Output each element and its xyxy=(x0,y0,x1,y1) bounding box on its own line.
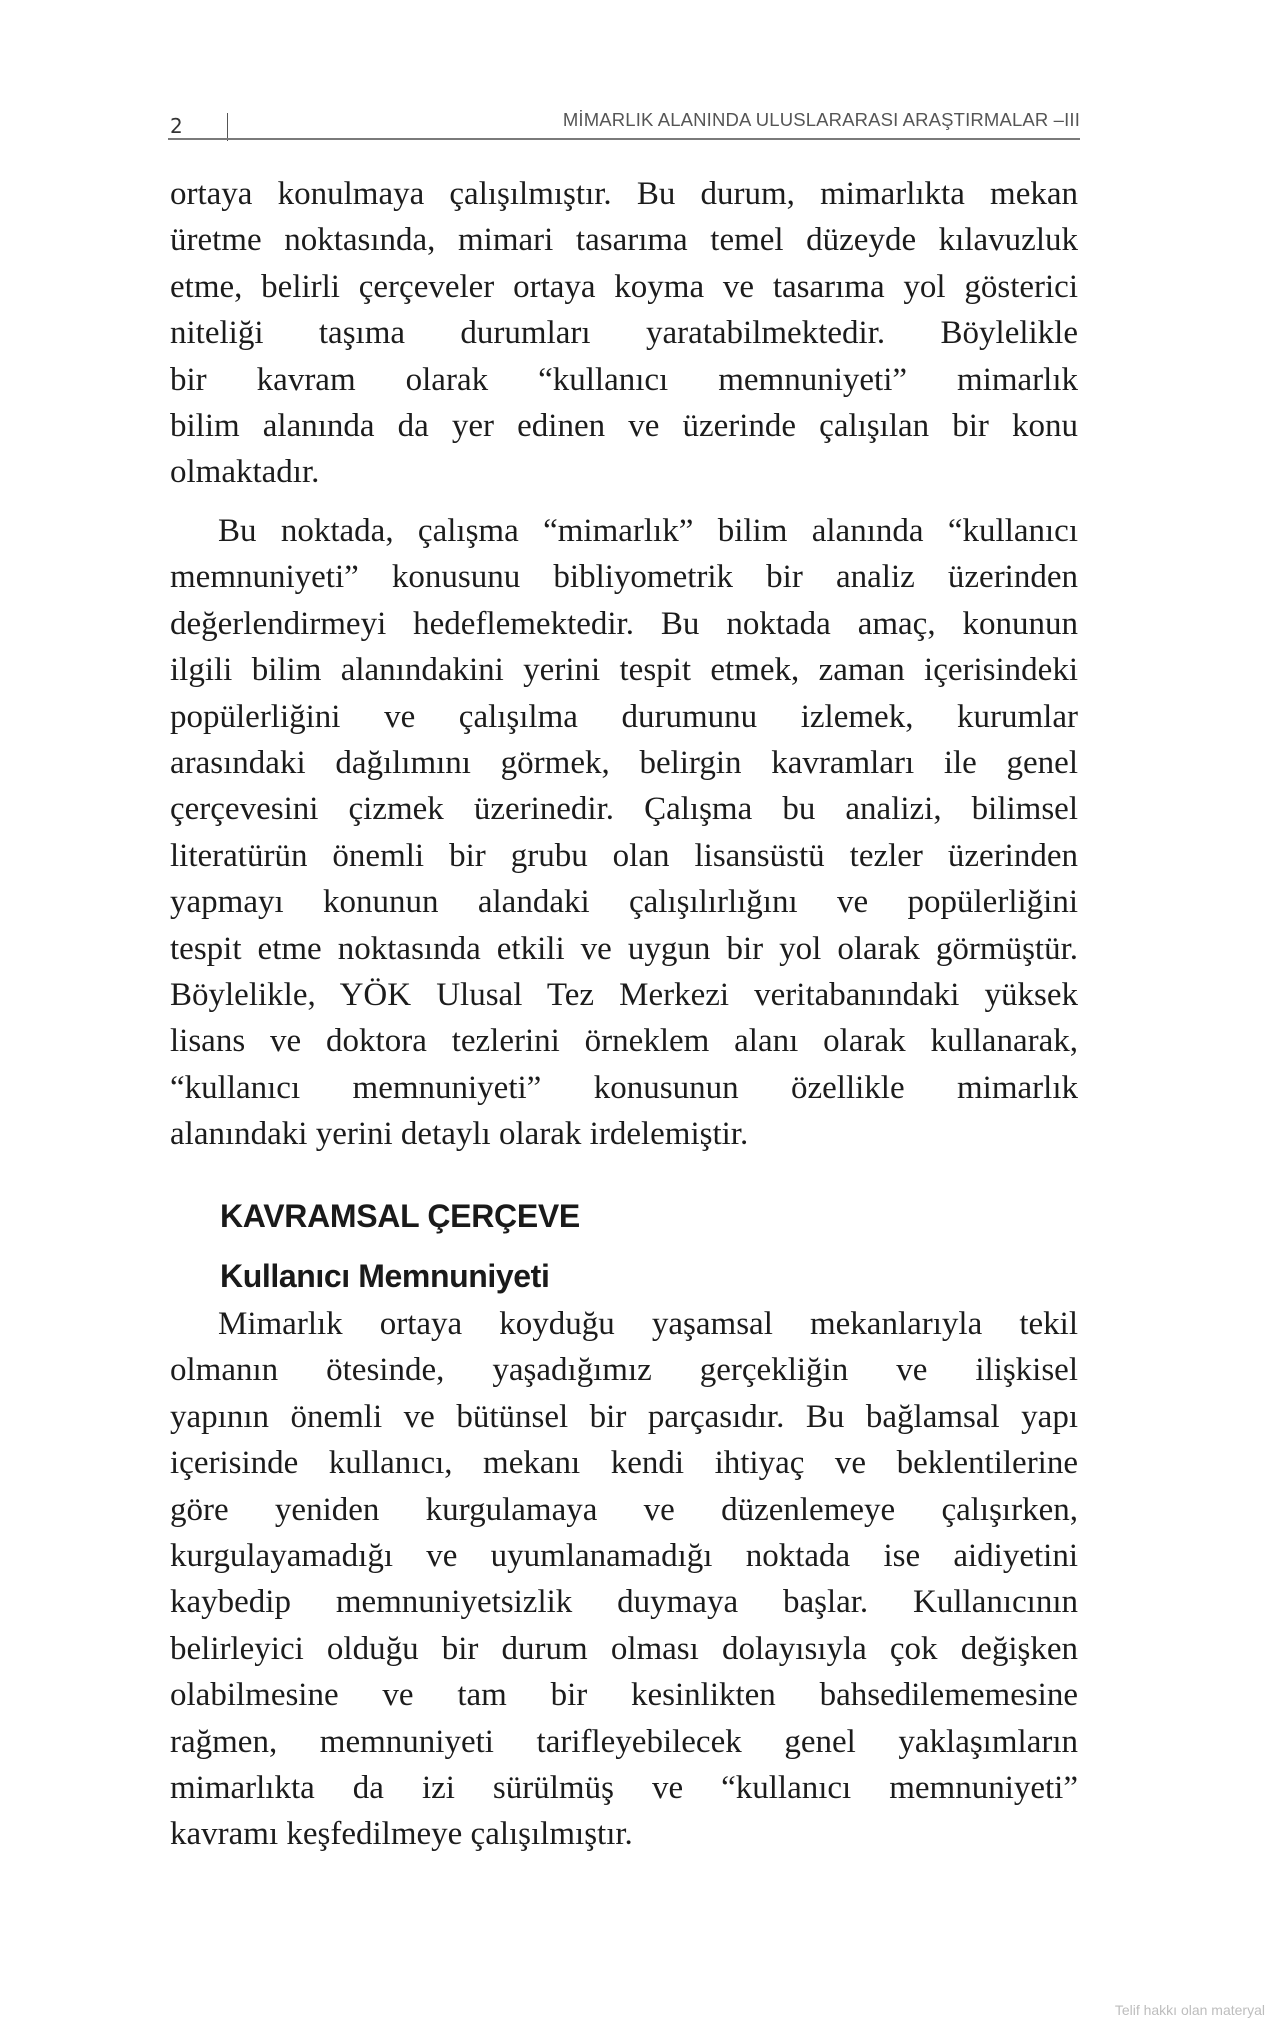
header-rule xyxy=(168,138,1080,140)
text-line: ilgili bilim alanındakini yerini tespit etmek, zaman içerisindeki xyxy=(170,652,1078,689)
text-line: belirleyici olduğu bir durum olması dolayısıyla çok değişken xyxy=(170,1630,1078,1667)
paragraph-1 xyxy=(170,171,1078,496)
text-line: “kullanıcı memnuniyeti” konusunun özellikle mimarlık xyxy=(170,1069,1078,1106)
paragraph-3 xyxy=(170,1301,1078,1858)
section-heading: KAVRAMSAL ÇERÇEVE xyxy=(220,1198,580,1234)
text-line: Böylelikle, YÖK Ulusal Tez Merkezi veritabanındaki yüksek xyxy=(170,976,1078,1013)
page-number: 2 xyxy=(170,114,183,138)
text-line: üretme noktasında, mimari tasarıma temel düzeyde kılavuzluk xyxy=(170,222,1078,259)
text-line: etme, belirli çerçeveler ortaya koyma ve tasarıma yol gösterici xyxy=(170,268,1078,305)
paragraph-2 xyxy=(170,508,1078,1157)
text-line: değerlendirmeyi hedeflemektedir. Bu noktada amaç, konunun xyxy=(170,605,1078,642)
header-divider xyxy=(227,113,228,141)
text-line: alanındaki yerini detaylı olarak irdelemiştir. xyxy=(170,1116,749,1153)
text-line: olmanın ötesinde, yaşadığımız gerçekliğin ve ilişkisel xyxy=(170,1352,1078,1389)
text-line: literatürün önemli bir grubu olan lisansüstü tezler üzerinden xyxy=(170,837,1078,874)
text-line: kaybedip memnuniyetsizlik duymaya başlar. Kullanıcının xyxy=(170,1584,1078,1621)
text-line: Bu noktada, çalışma “mimarlık” bilim alanında “kullanıcı xyxy=(218,513,1078,549)
text-line: olmaktadır. xyxy=(170,454,320,491)
text-line: olabilmesine ve tam bir kesinlikten bahsedilememesine xyxy=(170,1677,1078,1714)
text-line: popülerliğini ve çalışılma durumunu izlemek, kurumlar xyxy=(170,698,1078,735)
text-line: bir kavram olarak “kullanıcı memnuniyeti” mimarlık xyxy=(170,361,1078,398)
text-line: bilim alanında da yer edinen ve üzerinde çalışılan bir konu xyxy=(170,407,1078,444)
copyright-watermark: Telif hakkı olan materyal xyxy=(1114,2002,1265,2018)
text-line: arasındaki dağılımını görmek, belirgin kavramları ile genel xyxy=(170,744,1078,781)
running-header xyxy=(168,100,1080,142)
text-line: lisans ve doktora tezlerini örneklem alanı olarak kullanarak, xyxy=(170,1023,1078,1060)
running-header-title: MİMARLIK ALANINDA ULUSLARARASI ARAŞTIRMALAR –III xyxy=(562,109,1080,130)
text-line: memnuniyeti” konusunu bibliyometrik bir analiz üzerinden xyxy=(170,559,1078,596)
text-line: kurgulayamadığı ve uyumlanamadığı noktada ise aidiyetini xyxy=(170,1537,1078,1574)
text-line: rağmen, memnuniyeti tarifleyebilecek genel yaklaşımların xyxy=(170,1723,1078,1760)
text-line: kavramı keşfedilmeye çalışılmıştır. xyxy=(170,1816,633,1853)
text-line: yapının önemli ve bütünsel bir parçasıdır. Bu bağlamsal yapı xyxy=(170,1398,1078,1435)
text-line: niteliği taşıma durumları yaratabilmektedir. Böylelikle xyxy=(170,315,1078,352)
text-line: ortaya konulmaya çalışılmıştır. Bu durum, mimarlıkta mekan xyxy=(170,176,1078,212)
text-line: mimarlıkta da izi sürülmüş ve “kullanıcı memnuniyeti” xyxy=(170,1769,1078,1806)
text-line: Mimarlık ortaya koyduğu yaşamsal mekanlarıyla tekil xyxy=(218,1306,1078,1342)
text-line: yapmayı konunun alandaki çalışılırlığını ve popülerliğini xyxy=(170,884,1078,921)
text-line: göre yeniden kurgulamaya ve düzenlemeye çalışırken, xyxy=(170,1491,1078,1528)
subsection-heading: Kullanıcı Memnuniyeti xyxy=(220,1258,550,1294)
text-line: tespit etme noktasında etkili ve uygun bir yol olarak görmüştür. xyxy=(170,930,1078,967)
text-line: çerçevesini çizmek üzerinedir. Çalışma bu analizi, bilimsel xyxy=(170,791,1078,828)
text-line: içerisinde kullanıcı, mekanı kendi ihtiyaç ve beklentilerine xyxy=(170,1445,1078,1482)
